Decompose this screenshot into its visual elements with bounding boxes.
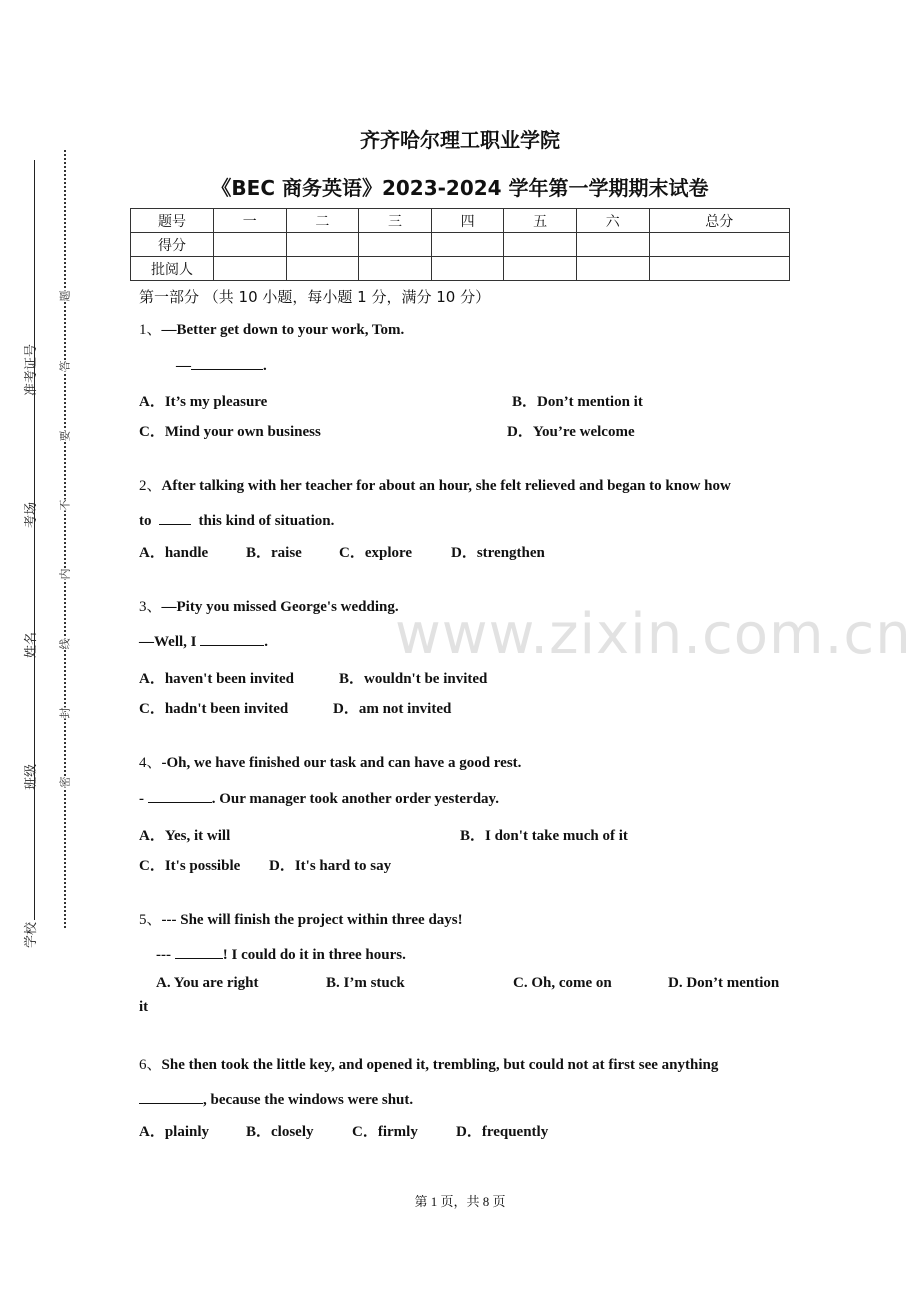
question-3-answer-line: —Well, I . xyxy=(139,631,268,651)
score-cell xyxy=(649,233,789,257)
option-c: C. Oh, come on xyxy=(513,975,612,991)
question-number: 6、 xyxy=(139,1057,162,1073)
option-b: B．raise xyxy=(246,545,302,561)
option-c: C．It's possible xyxy=(139,858,241,874)
question-number: 5、 xyxy=(139,912,162,928)
score-table-row-header: 批阅人 xyxy=(131,257,214,281)
option-c: C．Mind your own business xyxy=(139,424,321,440)
score-cell xyxy=(214,233,287,257)
reviewer-row xyxy=(131,257,790,281)
exam-room-label: 考场 xyxy=(24,501,39,528)
score-table-header-row xyxy=(131,209,790,233)
question-number: 1、 xyxy=(139,322,162,338)
question-text: --- She will finish the project within three days! xyxy=(161,912,463,928)
option-d: D．You’re welcome xyxy=(507,424,635,440)
seal-char: 线 xyxy=(58,638,72,650)
question-number: 4、 xyxy=(139,755,162,771)
score-table-column: 五 xyxy=(504,209,577,233)
question-4-answer-line: - . Our manager took another order yesterday. xyxy=(139,788,499,808)
watermark: www.zixin.com.cn xyxy=(395,602,912,667)
option-d: D．It's hard to say xyxy=(269,858,392,874)
score-cell xyxy=(504,233,577,257)
question-1 xyxy=(139,318,404,339)
question-number: 3、 xyxy=(139,599,162,615)
school-label: 学校 xyxy=(24,921,39,948)
reviewer-cell xyxy=(504,257,577,281)
answer-blank xyxy=(148,788,212,803)
score-table-column: 六 xyxy=(576,209,649,233)
question-4 xyxy=(139,751,521,772)
question-5 xyxy=(139,908,463,929)
question-number: 2、 xyxy=(139,478,162,494)
score-cell xyxy=(576,233,649,257)
score-table-column: 三 xyxy=(359,209,432,233)
score-table-column: 二 xyxy=(286,209,359,233)
option-d: D. Don’t mention xyxy=(668,975,780,991)
question-5-answer-line: --- ! I could do it in three hours. xyxy=(156,944,406,964)
question-text: -Oh, we have finished our task and can have a good rest. xyxy=(161,755,522,771)
answer-blank xyxy=(200,631,264,646)
page-footer: 第 1 页，共 8 页 xyxy=(414,1194,506,1209)
question-3 xyxy=(139,595,399,616)
score-table-column: 总分 xyxy=(649,209,789,233)
seal-char: 封 xyxy=(58,707,72,719)
option-a: A．It’s my pleasure xyxy=(139,394,268,410)
seal-char: 题 xyxy=(58,290,72,302)
school-title: 齐齐哈尔理工职业学院 xyxy=(360,128,560,152)
score-table xyxy=(130,208,790,281)
option-c: C．firmly xyxy=(352,1124,418,1140)
option-a: A. You are right xyxy=(156,975,259,991)
score-table-row-header: 题号 xyxy=(131,209,214,233)
score-row xyxy=(131,233,790,257)
option-b: B．I don't take much of it xyxy=(460,828,628,844)
question-text: After talking with her teacher for about an hour, she felt relieved and began to know how xyxy=(161,478,731,494)
score-table-column: 一 xyxy=(214,209,287,233)
option-b: B．closely xyxy=(246,1124,314,1140)
seal-dotted-line xyxy=(64,150,66,928)
seal-char: 要 xyxy=(58,430,72,442)
seal-char: 答 xyxy=(58,360,72,372)
option-a: A．haven't been invited xyxy=(139,671,295,687)
question-1-answer-line: — . xyxy=(176,355,267,375)
option-c: C．hadn't been invited xyxy=(139,701,289,717)
score-cell xyxy=(359,233,432,257)
reviewer-cell xyxy=(431,257,504,281)
option-d: D．strengthen xyxy=(451,545,545,561)
question-text: She then took the little key, and opened it, trembling, but could not at first see anything xyxy=(161,1057,719,1073)
seal-char: 内 xyxy=(58,568,72,580)
option-d: D．am not invited xyxy=(333,701,452,717)
question-text: —Better get down to your work, Tom. xyxy=(161,322,405,338)
score-table-row-header: 得分 xyxy=(131,233,214,257)
option-c: C．explore xyxy=(339,545,413,561)
class-label: 班级 xyxy=(24,763,39,790)
answer-blank xyxy=(139,1089,203,1104)
reviewer-cell xyxy=(214,257,287,281)
answer-blank xyxy=(175,944,223,959)
exam-title: 《BEC 商务英语》2023-2024 学年第一学期期末试卷 xyxy=(211,176,709,200)
seal-char: 密 xyxy=(58,776,72,788)
score-cell xyxy=(431,233,504,257)
option-b: B．Don’t mention it xyxy=(512,394,643,410)
reviewer-cell xyxy=(576,257,649,281)
section-heading: 第一部分 （共 10 小题，每小题 1 分，满分 10 分） xyxy=(139,288,491,306)
question-6 xyxy=(139,1053,718,1074)
option-a: A．plainly xyxy=(139,1124,210,1140)
seal-char: 不 xyxy=(58,499,72,511)
reviewer-cell xyxy=(359,257,432,281)
option-b: B．wouldn't be invited xyxy=(339,671,488,687)
option-d-continued: it xyxy=(139,999,149,1015)
question-2 xyxy=(139,474,731,495)
name-label: 姓名 xyxy=(24,631,39,658)
reviewer-cell xyxy=(649,257,789,281)
question-text: —Pity you missed George's wedding. xyxy=(161,599,399,615)
option-a: A．handle xyxy=(139,545,209,561)
option-b: B. I’m stuck xyxy=(326,975,405,991)
score-table-column: 四 xyxy=(431,209,504,233)
score-cell xyxy=(286,233,359,257)
question-6-answer-line: , because the windows were shut. xyxy=(139,1089,413,1109)
option-a: A．Yes, it will xyxy=(139,828,231,844)
answer-blank xyxy=(191,355,263,370)
option-d: D．frequently xyxy=(456,1124,549,1140)
answer-blank xyxy=(159,510,191,525)
question-2-answer-line: to this kind of situation. xyxy=(139,510,334,530)
exam-number-label: 准考证号 xyxy=(24,343,39,396)
binding-line xyxy=(34,160,35,920)
reviewer-cell xyxy=(286,257,359,281)
